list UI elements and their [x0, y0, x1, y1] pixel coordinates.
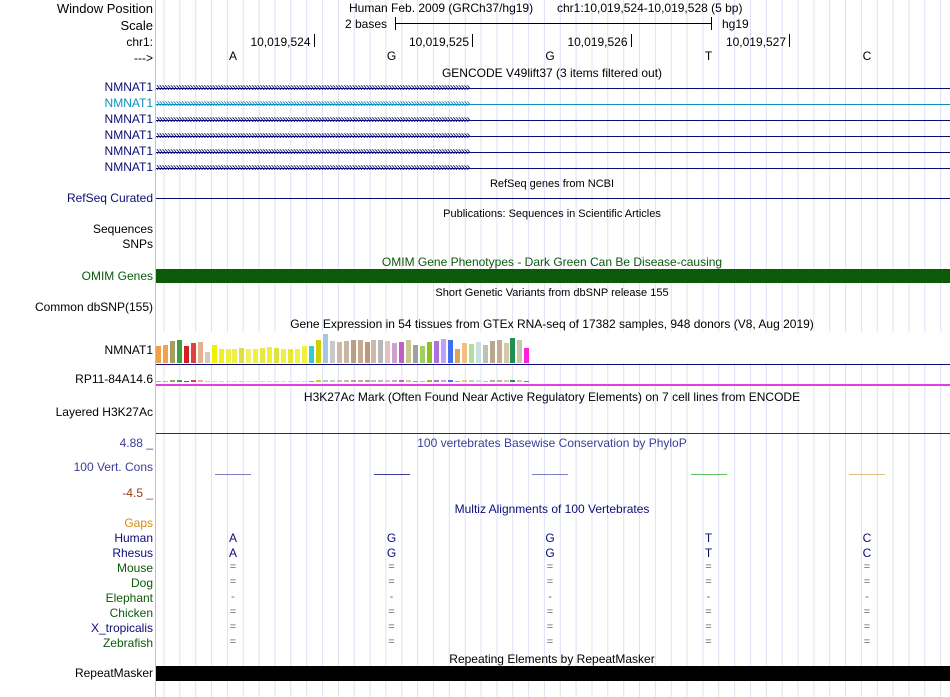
gtex-tissue-bar[interactable]: [358, 340, 363, 363]
multiz-base: =: [863, 606, 871, 618]
gtex-rp11-tissue-bar[interactable]: [510, 380, 515, 382]
repeatmasker-label[interactable]: RepeatMasker: [74, 666, 153, 680]
gtex-tissue-bar[interactable]: [371, 340, 376, 363]
gtex-tissue-bar[interactable]: [323, 334, 328, 363]
gtex-tissue-bar[interactable]: [455, 349, 460, 363]
multiz-base: G: [386, 531, 397, 545]
gencode-transcript-label[interactable]: NMNAT1: [104, 160, 153, 174]
gtex-tissue-bar[interactable]: [309, 346, 314, 363]
gtex-tissue-bar[interactable]: [448, 340, 453, 363]
gtex-tissue-bar[interactable]: [351, 340, 356, 363]
publications-sequences-label[interactable]: Sequences: [92, 222, 153, 236]
phylop-score-mark[interactable]: [849, 474, 885, 475]
phylop-label[interactable]: 100 Vert. Cons: [73, 460, 153, 474]
gtex-tissue-bar[interactable]: [205, 352, 210, 363]
gtex-tissue-bar[interactable]: [517, 340, 522, 363]
ruler-position-label: 10,019,524: [250, 35, 311, 49]
h3k27ac-label[interactable]: Layered H3K27Ac: [55, 405, 153, 419]
gtex-rp11-line: [156, 384, 950, 386]
scale-bar-right-tick: [711, 17, 712, 30]
gtex-rp11-tissue-bar[interactable]: [469, 380, 474, 382]
gtex-tissue-bar[interactable]: [246, 349, 251, 363]
position-text: chr1:10,019,524-10,019,528 (5 bp): [557, 1, 743, 15]
gtex-rp11-tissue-bar[interactable]: [191, 380, 196, 382]
multiz-base: =: [229, 561, 237, 573]
gtex-tissue-bar[interactable]: [295, 349, 300, 363]
publications-snps-label[interactable]: SNPs: [122, 237, 153, 251]
gtex-tissue-bar[interactable]: [253, 349, 258, 363]
gtex-nmnat1-baseline: [156, 364, 950, 365]
gtex-rp11-tissue-bar[interactable]: [267, 381, 272, 382]
omim-label[interactable]: OMIM Genes: [81, 269, 153, 283]
multiz-base: =: [546, 636, 554, 648]
base-letter: A: [228, 49, 238, 63]
scale-bar-left-tick: [395, 17, 396, 30]
gtex-tissue-bar[interactable]: [239, 348, 244, 363]
multiz-species-label[interactable]: Dog: [130, 576, 153, 590]
multiz-base: T: [704, 546, 713, 560]
gencode-transcript-line[interactable]: ››››››››››››››››››››››››››››››››››››››››››››››››››››››››››››››››››››››››››››››››››››››››››››››››››››››››››››››››: [156, 128, 950, 142]
gtex-rp11-tissue-bar[interactable]: [281, 381, 286, 382]
multiz-base: =: [863, 576, 871, 588]
gtex-rp11-tissue-bar[interactable]: [316, 380, 321, 382]
gtex-tissue-bar[interactable]: [427, 342, 432, 363]
gtex-tissue-bar[interactable]: [337, 342, 342, 363]
gtex-rp11-tissue-bar[interactable]: [427, 380, 432, 382]
multiz-base: =: [229, 621, 237, 633]
base-letter: C: [862, 49, 872, 63]
gtex-rp11-tissue-bar[interactable]: [309, 381, 314, 382]
gtex-rp11-tissue-bar[interactable]: [205, 381, 210, 382]
gtex-rp11-tissue-bar[interactable]: [385, 380, 390, 382]
gtex-rp11-tissue-bar[interactable]: [358, 380, 363, 382]
base-letter: G: [545, 49, 555, 63]
db-name: hg19: [722, 17, 749, 31]
gtex-tissue-bar[interactable]: [302, 346, 307, 363]
gtex-rp11-tissue-bar[interactable]: [170, 380, 175, 382]
gtex-rp11-tissue-bar[interactable]: [483, 381, 488, 382]
refseq-title[interactable]: RefSeq genes from NCBI: [489, 178, 615, 190]
gtex-rp11-tissue-bar[interactable]: [323, 380, 328, 382]
gtex-rp11-tissue-bar[interactable]: [524, 381, 529, 382]
gtex-rp11-tissue-bar[interactable]: [253, 381, 258, 382]
multiz-base: =: [705, 606, 712, 618]
gtex-tissue-bar[interactable]: [441, 339, 446, 363]
multiz-species-label[interactable]: Human: [114, 531, 153, 545]
phylop-title[interactable]: 100 vertebrates Basewise Conservation by PhyloP: [417, 436, 687, 450]
multiz-base: G: [386, 546, 397, 560]
gencode-transcript-line[interactable]: ››››››››››››››››››››››››››››››››››››››››››››››››››››››››››››››››››››››››››››››››››››››››››››››››››››››››››››››››: [156, 144, 950, 158]
multiz-base: -: [865, 591, 869, 603]
gtex-tissue-bar[interactable]: [163, 345, 168, 363]
gtex-tissue-bar[interactable]: [170, 341, 175, 363]
gtex-rp11-tissue-bar[interactable]: [337, 380, 342, 382]
gtex-rp11-tissue-bar[interactable]: [212, 381, 217, 382]
gtex-tissue-bar[interactable]: [344, 341, 349, 363]
phylop-score-mark[interactable]: [691, 474, 727, 475]
multiz-base: =: [705, 576, 712, 588]
gencode-transcript-label[interactable]: NMNAT1: [104, 144, 153, 158]
gencode-title[interactable]: GENCODE V49lift37 (3 items filtered out): [441, 66, 663, 80]
gtex-rp11-tissue-bar[interactable]: [288, 381, 293, 382]
strand-label[interactable]: --->: [134, 51, 153, 65]
multiz-base: =: [388, 636, 395, 648]
gtex-tissue-bar[interactable]: [504, 343, 509, 363]
multiz-base: =: [546, 576, 554, 588]
gtex-rp11-tissue-bar[interactable]: [351, 380, 356, 382]
multiz-species-label[interactable]: X_tropicalis: [90, 621, 153, 635]
ruler-tick: [631, 34, 632, 47]
multiz-base: -: [389, 591, 394, 603]
multiz-base: A: [228, 531, 238, 545]
gtex-tissue-bar[interactable]: [378, 340, 383, 363]
gtex-tissue-bar[interactable]: [462, 343, 467, 363]
gencode-transcript-line[interactable]: ››››››››››››››››››››››››››››››››››››››››››››››››››››››››››››››››››››››››››››››››››››››››››››››››››››››››››››››››: [156, 96, 950, 110]
gtex-rp11-tissue-bar[interactable]: [490, 380, 495, 382]
gtex-rp11-tissue-bar[interactable]: [455, 381, 460, 382]
gtex-rp11-tissue-bar[interactable]: [232, 381, 237, 382]
gtex-rp11-tissue-bar[interactable]: [295, 381, 300, 382]
multiz-title[interactable]: Multiz Alignments of 100 Vertebrates: [454, 502, 650, 516]
gtex-rp11-tissue-bar[interactable]: [392, 380, 397, 382]
gtex-rp11-tissue-bar[interactable]: [406, 380, 411, 382]
gtex-nmnat1-label[interactable]: NMNAT1: [104, 343, 153, 357]
gencode-transcript-label[interactable]: NMNAT1: [104, 112, 153, 126]
dbsnp-label[interactable]: Common dbSNP(155): [34, 300, 153, 314]
gencode-transcript-label[interactable]: NMNAT1: [104, 96, 153, 110]
multiz-base: C: [862, 531, 872, 545]
gtex-tissue-bar[interactable]: [330, 341, 335, 363]
multiz-base: =: [229, 636, 237, 648]
gtex-tissue-bar[interactable]: [399, 342, 404, 363]
gtex-tissue-bar[interactable]: [219, 349, 224, 363]
gtex-rp11-tissue-bar[interactable]: [344, 380, 349, 382]
scale-bar: [395, 23, 712, 24]
phylop-score-mark[interactable]: [532, 474, 568, 475]
gtex-tissue-bar[interactable]: [212, 345, 217, 363]
multiz-base: =: [863, 561, 871, 573]
ruler-tick: [314, 34, 315, 47]
gtex-tissue-bar[interactable]: [483, 345, 488, 363]
gtex-rp11-tissue-bar[interactable]: [420, 381, 425, 382]
gtex-tissue-bar[interactable]: [184, 346, 189, 363]
ruler-position-label: 10,019,525: [408, 35, 469, 49]
multiz-base: =: [705, 621, 712, 633]
gtex-tissue-bar[interactable]: [434, 341, 439, 363]
multiz-species-label[interactable]: Rhesus: [112, 546, 153, 560]
omim-feature-bar[interactable]: [156, 269, 950, 283]
gtex-tissue-bar[interactable]: [274, 348, 279, 363]
chrom-label[interactable]: chr1:: [126, 35, 153, 49]
gtex-tissue-bar[interactable]: [198, 342, 203, 363]
ruler-position-label: 10,019,526: [567, 35, 628, 49]
gtex-title[interactable]: Gene Expression in 54 tissues from GTEx RNA-seq of 17382 samples, 948 donors (V8, Aug 2019): [290, 317, 814, 331]
gtex-tissue-bar[interactable]: [316, 340, 321, 363]
phylop-score-mark[interactable]: [374, 474, 410, 475]
repeatmasker-feature-bar[interactable]: [156, 666, 950, 681]
gtex-tissue-bar[interactable]: [260, 348, 265, 363]
gtex-rp11-tissue-bar[interactable]: [441, 380, 446, 382]
gtex-rp11-tissue-bar[interactable]: [448, 380, 453, 382]
multiz-base: -: [231, 591, 235, 603]
phylop-min-label: -4.5 _: [122, 486, 153, 500]
multiz-base: =: [863, 621, 871, 633]
gtex-rp11-tissue-bar[interactable]: [517, 380, 522, 382]
gtex-rp11-tissue-bar[interactable]: [302, 381, 307, 382]
scale-label[interactable]: Scale: [120, 18, 153, 33]
gtex-tissue-bar[interactable]: [510, 338, 515, 363]
repeatmasker-title[interactable]: Repeating Elements by RepeatMasker: [449, 652, 655, 666]
multiz-base: -: [706, 591, 711, 603]
multiz-base: =: [388, 576, 395, 588]
gencode-transcript-label[interactable]: NMNAT1: [104, 128, 153, 142]
refseq-label[interactable]: RefSeq Curated: [66, 191, 153, 205]
gtex-rp11-tissue-bar[interactable]: [226, 381, 231, 382]
gtex-rp11-tissue-bar[interactable]: [378, 380, 383, 382]
ruler-position-label: 10,019,527: [725, 35, 786, 49]
gencode-transcript-line[interactable]: ››››››››››››››››››››››››››››››››››››››››››››››››››››››››››››››››››››››››››››››››››››››››››››››››››››››››››››››››: [156, 160, 950, 174]
gtex-tissue-bar[interactable]: [476, 342, 481, 363]
gtex-tissue-bar[interactable]: [156, 346, 161, 363]
gtex-rp11-tissue-bar[interactable]: [184, 381, 189, 382]
gtex-rp11-tissue-bar[interactable]: [274, 381, 279, 382]
gtex-rp11-tissue-bar[interactable]: [163, 381, 168, 382]
multiz-species-label[interactable]: Elephant: [105, 591, 153, 605]
gtex-tissue-bar[interactable]: [267, 347, 272, 363]
gtex-tissue-bar[interactable]: [420, 346, 425, 363]
gtex-tissue-bar[interactable]: [281, 349, 286, 363]
multiz-species-label[interactable]: Chicken: [109, 606, 153, 620]
gtex-rp11-tissue-bar[interactable]: [246, 381, 251, 382]
multiz-base: =: [229, 606, 237, 618]
gtex-tissue-bar[interactable]: [226, 349, 231, 363]
ruler-tick: [789, 34, 790, 47]
gtex-rp11-tissue-bar[interactable]: [497, 380, 502, 382]
gtex-rp11-tissue-bar[interactable]: [330, 380, 335, 382]
gaps-label[interactable]: Gaps: [124, 516, 153, 530]
gtex-rp11-tissue-bar[interactable]: [399, 380, 404, 382]
multiz-base: =: [546, 606, 554, 618]
gtex-tissue-bar[interactable]: [365, 342, 370, 363]
gtex-rp11-tissue-bar[interactable]: [476, 380, 481, 382]
assembly-title: Human Feb. 2009 (GRCh37/hg19): [349, 1, 534, 15]
gtex-rp11-tissue-bar[interactable]: [239, 381, 244, 382]
scale-text: 2 bases: [345, 17, 388, 31]
phylop-max-label: 4.88 _: [119, 436, 153, 450]
ruler-tick: [472, 34, 473, 47]
window-position-label[interactable]: Window Position: [56, 1, 153, 16]
multiz-base: A: [228, 546, 238, 560]
gtex-rp11-tissue-bar[interactable]: [462, 380, 467, 382]
phylop-score-mark[interactable]: [215, 474, 251, 475]
multiz-base: T: [704, 531, 713, 545]
refseq-feature-line[interactable]: [156, 198, 950, 199]
gencode-transcript-label[interactable]: NMNAT1: [104, 80, 153, 94]
gtex-tissue-bar[interactable]: [469, 344, 474, 363]
multiz-base: G: [545, 546, 555, 560]
multiz-base: =: [229, 576, 237, 588]
gencode-transcript-line[interactable]: ››››››››››››››››››››››››››››››››››››››››››››››››››››››››››››››››››››››››››››››››››››››››››››››››››››››››››››››››: [156, 80, 950, 94]
gtex-rp11-tissue-bar[interactable]: [413, 381, 418, 382]
gtex-rp11-tissue-bar[interactable]: [371, 380, 376, 382]
gencode-transcript-line[interactable]: ››››››››››››››››››››››››››››››››››››››››››››››››››››››››››››››››››››››››››››››››››››››››››››››››››››››››››››››››: [156, 112, 950, 126]
gtex-tissue-bar[interactable]: [392, 343, 397, 363]
omim-title[interactable]: OMIM Gene Phenotypes - Dark Green Can Be Disease-causing: [381, 255, 723, 269]
multiz-base: =: [546, 561, 554, 573]
multiz-base: G: [545, 531, 555, 545]
gtex-tissue-bar[interactable]: [177, 340, 182, 363]
multiz-base: =: [388, 561, 395, 573]
base-letter: T: [704, 49, 713, 63]
gtex-rp11-tissue-bar[interactable]: [260, 381, 265, 382]
gtex-tissue-bar[interactable]: [232, 349, 237, 363]
base-letter: G: [386, 49, 397, 63]
multiz-base: =: [705, 636, 712, 648]
gtex-tissue-bar[interactable]: [406, 340, 411, 363]
gtex-rp11-label[interactable]: RP11-84A14.6: [75, 372, 153, 386]
dbsnp-title[interactable]: Short Genetic Variants from dbSNP release 155: [435, 287, 669, 299]
gtex-tissue-bar[interactable]: [490, 341, 495, 363]
multiz-base: =: [388, 621, 395, 633]
multiz-base: =: [546, 621, 554, 633]
gtex-tissue-bar[interactable]: [413, 345, 418, 363]
gtex-rp11-tissue-bar[interactable]: [219, 381, 224, 382]
gtex-tissue-bar[interactable]: [497, 340, 502, 363]
gtex-rp11-tissue-bar[interactable]: [504, 380, 509, 382]
publications-title[interactable]: Publications: Sequences in Scientific Articles: [443, 208, 661, 220]
multiz-base: =: [863, 636, 871, 648]
gtex-rp11-tissue-bar[interactable]: [156, 381, 161, 382]
gtex-rp11-tissue-bar[interactable]: [365, 380, 370, 382]
gtex-tissue-bar[interactable]: [524, 348, 529, 363]
multiz-base: =: [705, 561, 712, 573]
multiz-base: -: [548, 591, 552, 603]
gtex-tissue-bar[interactable]: [385, 341, 390, 363]
multiz-species-label[interactable]: Mouse: [116, 561, 153, 575]
gtex-tissue-bar[interactable]: [191, 343, 196, 363]
h3k27ac-title[interactable]: H3K27Ac Mark (Often Found Near Active Regulatory Elements) on 7 cell lines from ENCODE: [303, 390, 801, 404]
gtex-rp11-tissue-bar[interactable]: [177, 380, 182, 382]
gtex-tissue-bar[interactable]: [288, 349, 293, 363]
multiz-base: C: [862, 546, 872, 560]
h3k27ac-baseline: [156, 433, 950, 434]
gtex-rp11-tissue-bar[interactable]: [198, 380, 203, 382]
multiz-species-label[interactable]: Zebrafish: [102, 636, 153, 650]
multiz-base: =: [388, 606, 395, 618]
gtex-rp11-tissue-bar[interactable]: [434, 380, 439, 382]
